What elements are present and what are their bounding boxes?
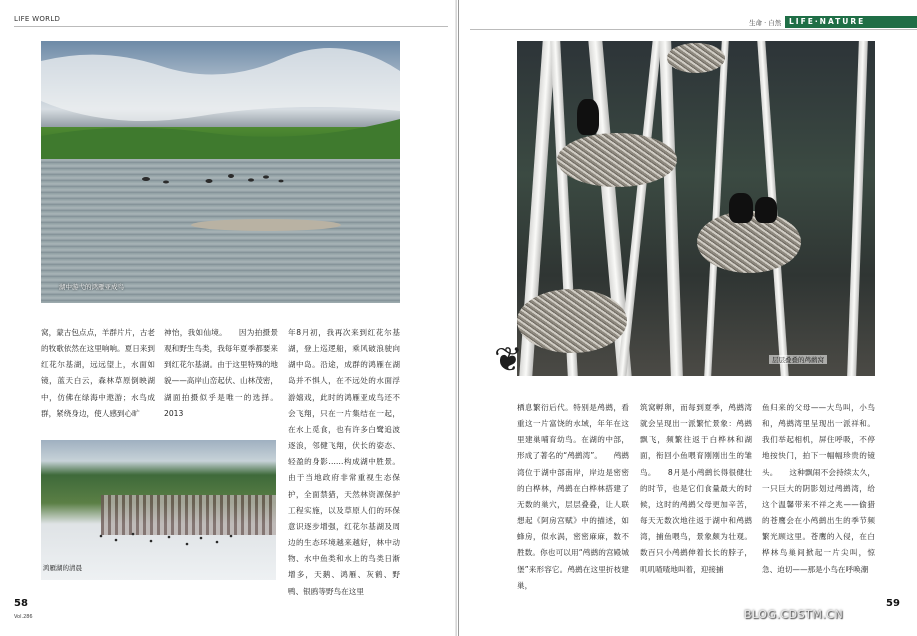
header-rule-left (14, 26, 448, 27)
geese-flock (142, 174, 284, 184)
volume-number: Vol.286 (14, 614, 33, 620)
text-column-3: 年8月初，我再次来到红花尔基湖，登上巡逻船，乘风破浪驶向湖中岛。沿途，成群的鸿雁在湖岛并不惧人，在不远处的水面浮游嬉戏，此时的鸿雁亚成鸟还不会飞翔，只在一片集结在一起，在水上觅食，也有许多白鹭追波逐浪，邻健飞翔，伏长的姿态、轻盈的身影……构成湖中胜景。由于当地政府非常重视生态保护，全面禁猎，天然林资源保护工程实施，以及草原人们的环保意识逐步增强，红花尔基湖及周边的生态环境越来越好，林中动物、水中鱼类和水上的鸟类日渐增多，天鹅、鸿雁、灰鹤、野鸭、银鸥等野鸟在这里 (288, 328, 400, 596)
lake-photo-caption: 湖中游弋的鸿雁亚成鸟 (59, 283, 124, 291)
birch-nests-photo (517, 41, 875, 376)
lake-photo-details (41, 41, 400, 303)
running-header-right: LIFE·NATURE (789, 17, 866, 26)
birch-photo-caption: 层层叠叠的鸬鹚窝 (769, 355, 827, 364)
reeds-photo-caption: 鸿雁湖的清晨 (43, 564, 82, 572)
cormorant-bird (577, 99, 599, 135)
cormorant-nest (667, 43, 725, 73)
lake-photo (41, 41, 400, 303)
running-header-category: 生命 · 自然 (749, 19, 782, 27)
text-column-4: 栖息繁衍后代。特别是鸬鹚，看重这一片富饶的水域，年年在这里建巢哺育幼鸟。在湖的中部，形成了著名的“鸬鹚湾”。 鸬鹚湾位于湖中部南岸，岸边是密密的白桦林，鸬鹚在白桦林搭建了无数的巢穴，层层叠叠，让人联想起《阿房宫赋》中的描述，如蜂房，似水涡，密密麻麻，数不胜数。你也可以用“鸬鹚的宫殿城堡”来形容它。鸬鹚在这里折枝建巢， (517, 403, 629, 590)
running-header-left: LIFE WORLD (14, 15, 61, 23)
page-number-right: 59 (886, 598, 900, 609)
birch-trunk (847, 41, 868, 376)
header-rule-right (470, 29, 917, 30)
page-spine-shadow (455, 0, 457, 636)
text-column-2: 神怡，我如仙境。 因为拍摄景观和野生鸟类，我每年夏季都要来到红花尔基湖。由于这里特殊的地貌——高岸山峦起伏、山林茂密，湖面拍摄似乎是唯一的选择。2013 (164, 328, 278, 418)
cormorant-bird (729, 193, 753, 223)
page-spine (458, 0, 459, 636)
text-column-1: 窝，蒙古包点点，羊群片片，古老的牧歌依然在这里响响。夏日来到红花尔基湖，远远望上，水面如镜，蓝天白云，森林草原倒映湖中，仿佛在绿海中遨游；水鸟成群，紧绕身边，使人感到心旷 (41, 328, 155, 418)
birch-trunk (659, 41, 683, 376)
cormorant-nest (557, 133, 677, 187)
page-number-left: 58 (14, 598, 28, 609)
reeds-photo (41, 440, 276, 580)
watermark: BLOG.CDSTM.CN (744, 608, 844, 621)
reeds-photo-details (41, 440, 276, 580)
cloud-bank (41, 48, 400, 121)
text-column-6: 鱼归来的父母——大鸟叫，小鸟和，鸬鹚湾里呈现出一派祥和。我们举起相机，屏住呼吸，不停地按快门，拍下一幅幅珍贵的镜头。 这种飘闹不会持续太久，一只巨大的阴影划过鸬鹚湾，给这个温馨带来不祥之兆——偷猎的苍鹰会在小鸬鹚出生的季节频繁光顾这里。苍鹰的入侵，在白桦林鸟巢间掀起一片尖叫，惊急、迫切——那是小鸟在呼唤潮 (762, 403, 875, 574)
rolling-hills (41, 119, 400, 159)
cormorant-bird (755, 197, 777, 223)
decorative-flourish-icon: ❦ (494, 340, 523, 380)
text-column-5: 筑窝孵卵，而每到夏季，鸬鹚湾就会呈现出一派繁忙景象：鸬鹚飘飞，频繁往返于白桦林和湖面，衔回小鱼喂育刚刚出生的雏鸟。 8月是小鸬鹚长得很健壮的时节，也是它们食量最大的时候，这时的鸬鹚父母更加辛苦，每天无数次地往返于湖中和鸬鹚湾，捕鱼喂鸟，景象颇为壮观。数百只小鸬鹚伸着长长的脖子，叽叽喳喳地叫着，迎接捕 (640, 403, 752, 574)
waterbirds (100, 533, 233, 546)
birch-trunk (704, 41, 729, 376)
